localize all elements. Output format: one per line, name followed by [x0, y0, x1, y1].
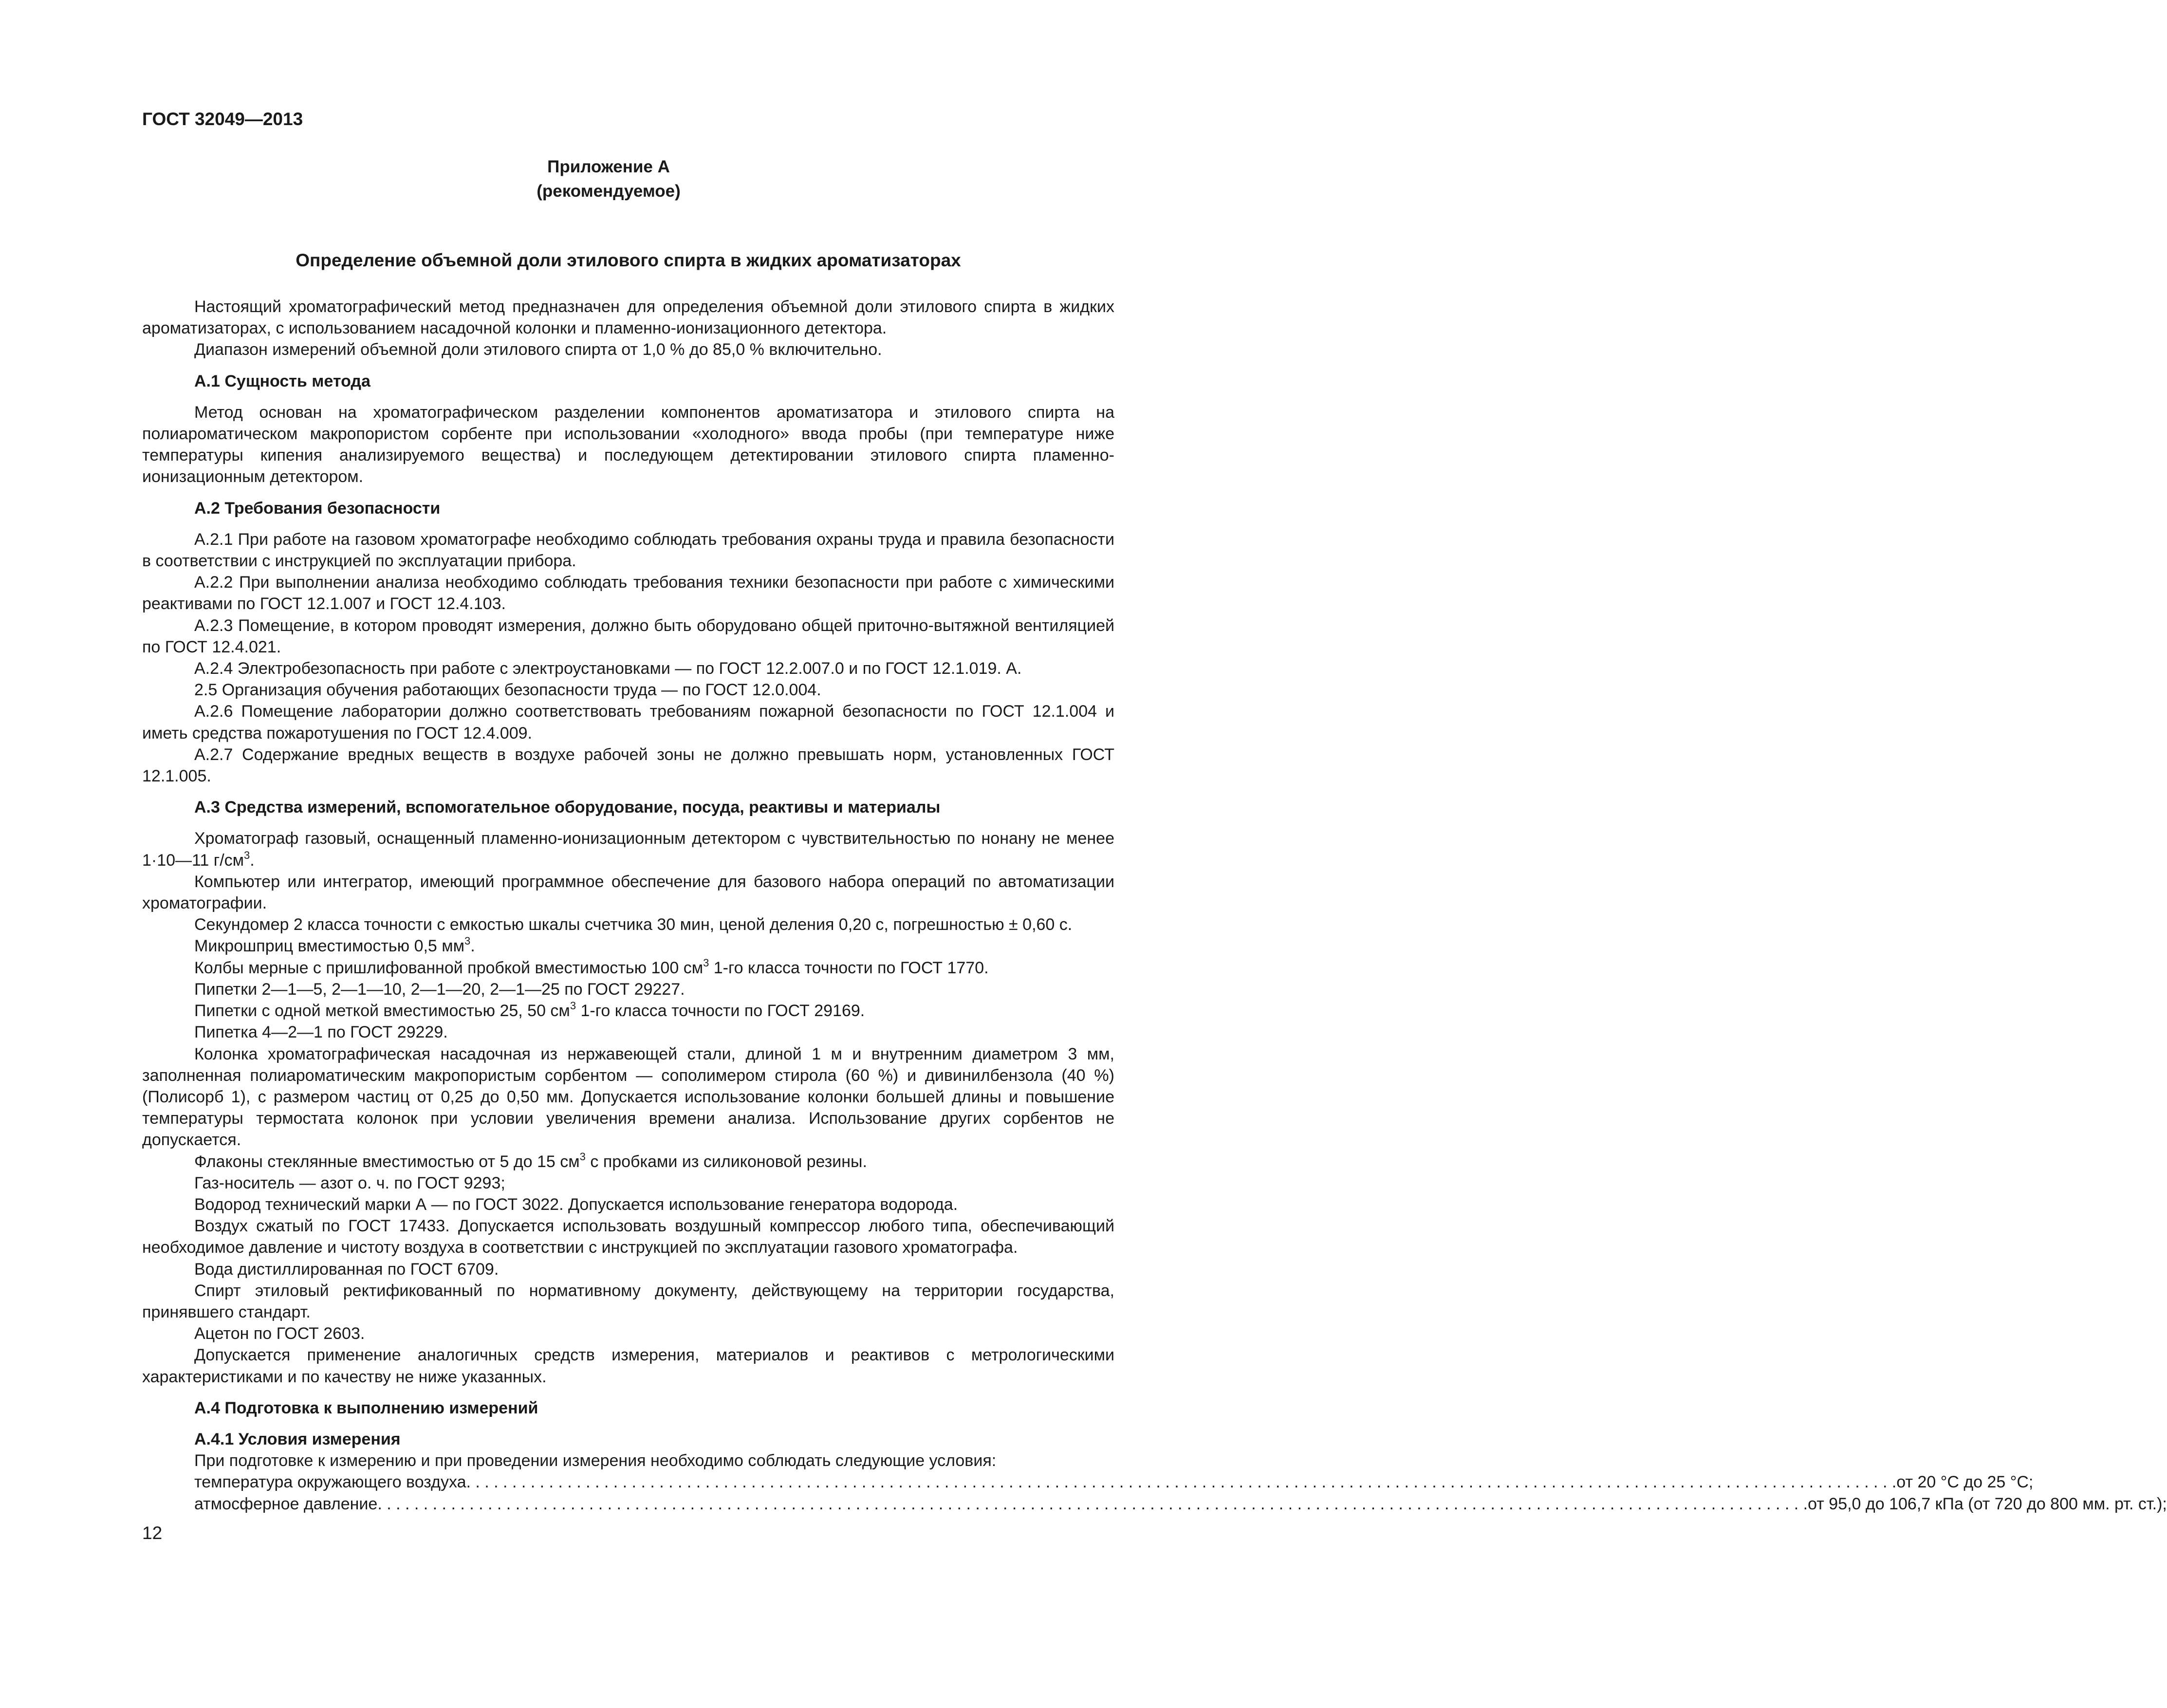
- condition-label: атмосферное давление: [194, 1494, 378, 1513]
- paragraph: Воздух сжатый по ГОСТ 17433. Допускается использовать воздушный компрессор любого типа, обеспечивающий необходимое давление и чистоту воздуха в соответствии с инструкцией по эксплуатации газового хроматографа.: [142, 1217, 1114, 1257]
- paragraph: Секундомер 2 класса точности с емкостью шкалы счетчика 30 мин, ценой деления 0,20 с, погрешностью ± 0,60 с.: [194, 915, 1073, 934]
- appendix-heading: [438, 155, 779, 204]
- condition-row: [142, 1493, 2167, 1515]
- paragraph: А.2.4 Электробезопасность при работе с электроустановками — по ГОСТ 12.2.007.0 и по ГОСТ 12.1.019. А.: [194, 659, 1022, 678]
- condition-row: [142, 1471, 2034, 1493]
- dot-leader: . . . . . . . . . . . . . . . . . . . . . . . . . . . . . . . . . . . . . . . . . . . . . . . . . . . . . . . . . . . . . . . . . . . . . . . . . . . . . . . . . . . . . . . . . . . . . . . . . . . . . . . . . . . . . . . . . . . . . . . . . . . . . . . . . . . . . . . . . . . . . . . . . . . . . . . . . . . .: [466, 1473, 1897, 1492]
- section-heading: А.3 Средства измерений, вспомогательное оборудование, посуда, реактивы и материалы: [194, 798, 941, 817]
- paragraph: 2.5 Организация обучения работающих безопасности труда — по ГОСТ 12.0.004.: [194, 681, 821, 700]
- paragraph: Пипетки 2—1—5, 2—1—10, 2—1—20, 2—1—25 по ГОСТ 29227.: [194, 980, 685, 999]
- paragraph: А.2.7 Содержание вредных веществ в воздухе рабочей зоны не должно превышать норм, установленных ГОСТ 12.1.005.: [142, 745, 1114, 786]
- condition-value: от 20 °С до 25 °С;: [1896, 1473, 2034, 1492]
- condition-label: температура окружающего воздуха: [194, 1473, 466, 1492]
- paragraph: Вода дистиллированная по ГОСТ 6709.: [194, 1260, 499, 1279]
- paragraph: А.2.6 Помещение лаборатории должно соответствовать требованиям пожарной безопасности по ГОСТ 12.1.004 и иметь средства пожаротушения по ГОСТ 12.4.009.: [142, 702, 1114, 743]
- paragraph: Колбы мерные с пришлифованной пробкой вместимостью 100 $см^3$ 1-го класса точности по ГОСТ 1770.: [194, 956, 989, 977]
- intro-paragraph: Настоящий хроматографический метод предназначен для определения объемной доли этилового спирта в жидких ароматизаторах, с использованием насадочной колонки и пламенно-ионизационного детектора.: [142, 297, 1114, 338]
- appendix-title: Определение объемной доли этилового спирта в жидких ароматизаторах: [296, 250, 961, 270]
- paragraph: Метод основан на хроматографическом разделении компонентов ароматизатора и этилового спирта на полиароматическом макропористом сорбенте при использовании «холодного» ввода пробы (при температуре ниже температуры кипения анализируемого вещества) и последующем детектировании этилового спирта пламенно-ионизационным детектором.: [142, 403, 1114, 486]
- appendix-status: (рекомендуемое): [537, 182, 681, 201]
- paragraph: Микрошприц вместимостью 0,5 $мм^3$.: [194, 935, 475, 956]
- paragraph: Водород технический марки А — по ГОСТ 3022. Допускается использование генератора водорода.: [194, 1195, 958, 1214]
- paragraph: Газ-носитель — азот о. ч. по ГОСТ 9293;: [194, 1173, 505, 1192]
- paragraph: А.2.2 При выполнении анализа необходимо соблюдать требования техники безопасности при работе с химическими реактивами по ГОСТ 12.1.007 и ГОСТ 12.4.103.: [142, 573, 1114, 613]
- intro-paragraph: Диапазон измерений объемной доли этилового спирта от 1,0 % до 85,0 % включительно.: [194, 340, 882, 359]
- paragraph: Колонка хроматографическая насадочная из нержавеющей стали, длиной 1 м и внутренним диаметром 3 мм, заполненная полиароматическим макропористым сорбентом — сополимером стирола (60 %) и дивинилбензола (40 %) (Полисорб 1), с размером частиц от 0,25 до 0,50 мм. Допускается использование колонки большей длины и повышение температуры термостата колонок при условии увеличения времени анализа. Использование других сорбентов не допускается.: [142, 1044, 1114, 1150]
- paragraph: Ацетон по ГОСТ 2603.: [194, 1324, 365, 1343]
- document-body: [142, 296, 2167, 1515]
- paragraph: Спирт этиловый ректификованный по нормативному документу, действующему на территории государства, принявшего стандарт.: [142, 1281, 1114, 1321]
- paragraph: А.2.3 Помещение, в котором проводят измерения, должно быть оборудовано общей приточно-вытяжной вентиляцией по ГОСТ 12.4.021.: [142, 616, 1114, 656]
- paragraph: Хроматограф газовый, оснащенный пламенно-ионизационным детектором с чувствительностью по нонану не менее 1·10—11 $г/см^3$.: [142, 829, 1114, 870]
- paragraph: Флаконы стеклянные вместимостью от 5 до 15 $см^3$ с пробками из силиконовой резины.: [194, 1150, 867, 1171]
- paragraph: Компьютер или интегратор, имеющий программное обеспечение для базового набора операций по автоматизации хроматографии.: [142, 872, 1114, 913]
- paragraph: При подготовке к измерению и при проведении измерения необходимо соблюдать следующие условия:: [194, 1451, 997, 1470]
- document-header: ГОСТ 32049—2013: [142, 109, 303, 129]
- section-heading: А.1 Сущность метода: [194, 371, 370, 390]
- condition-value: от 95,0 до 106,7 кПа (от 720 до 800 мм. рт. ст.);: [1808, 1494, 2167, 1513]
- subsection-heading: А.4.1 Условия измерения: [194, 1430, 401, 1448]
- appendix-label: Приложение А: [547, 157, 670, 176]
- paragraph: Допускается применение аналогичных средств измерения, материалов и реактивов с метрологическими характеристиками и по качеству не ниже указанных.: [142, 1346, 1114, 1386]
- paragraph: Пипетка 4—2—1 по ГОСТ 29229.: [194, 1023, 448, 1042]
- page-number: 12: [142, 1523, 163, 1543]
- paragraph: А.2.1 При работе на газовом хроматографе необходимо соблюдать требования охраны труда и правила безопасности в соответствии с инструкцией по эксплуатации прибора.: [142, 530, 1114, 571]
- dot-leader: . . . . . . . . . . . . . . . . . . . . . . . . . . . . . . . . . . . . . . . . . . . . . . . . . . . . . . . . . . . . . . . . . . . . . . . . . . . . . . . . . . . . . . . . . . . . . . . . . . . . . . . . . . . . . . . . . . . . . . . . . . . . . . . . . . . . . . . . . . . . . . . . . . . . . . . . . . . .: [377, 1494, 1808, 1513]
- paragraph: Пипетки с одной меткой вместимостью 25, 50 $см^3$ 1-го класса точности по ГОСТ 29169.: [194, 1000, 865, 1021]
- section-heading: А.4 Подготовка к выполнению измерений: [194, 1398, 538, 1417]
- section-heading: А.2 Требования безопасности: [194, 499, 441, 518]
